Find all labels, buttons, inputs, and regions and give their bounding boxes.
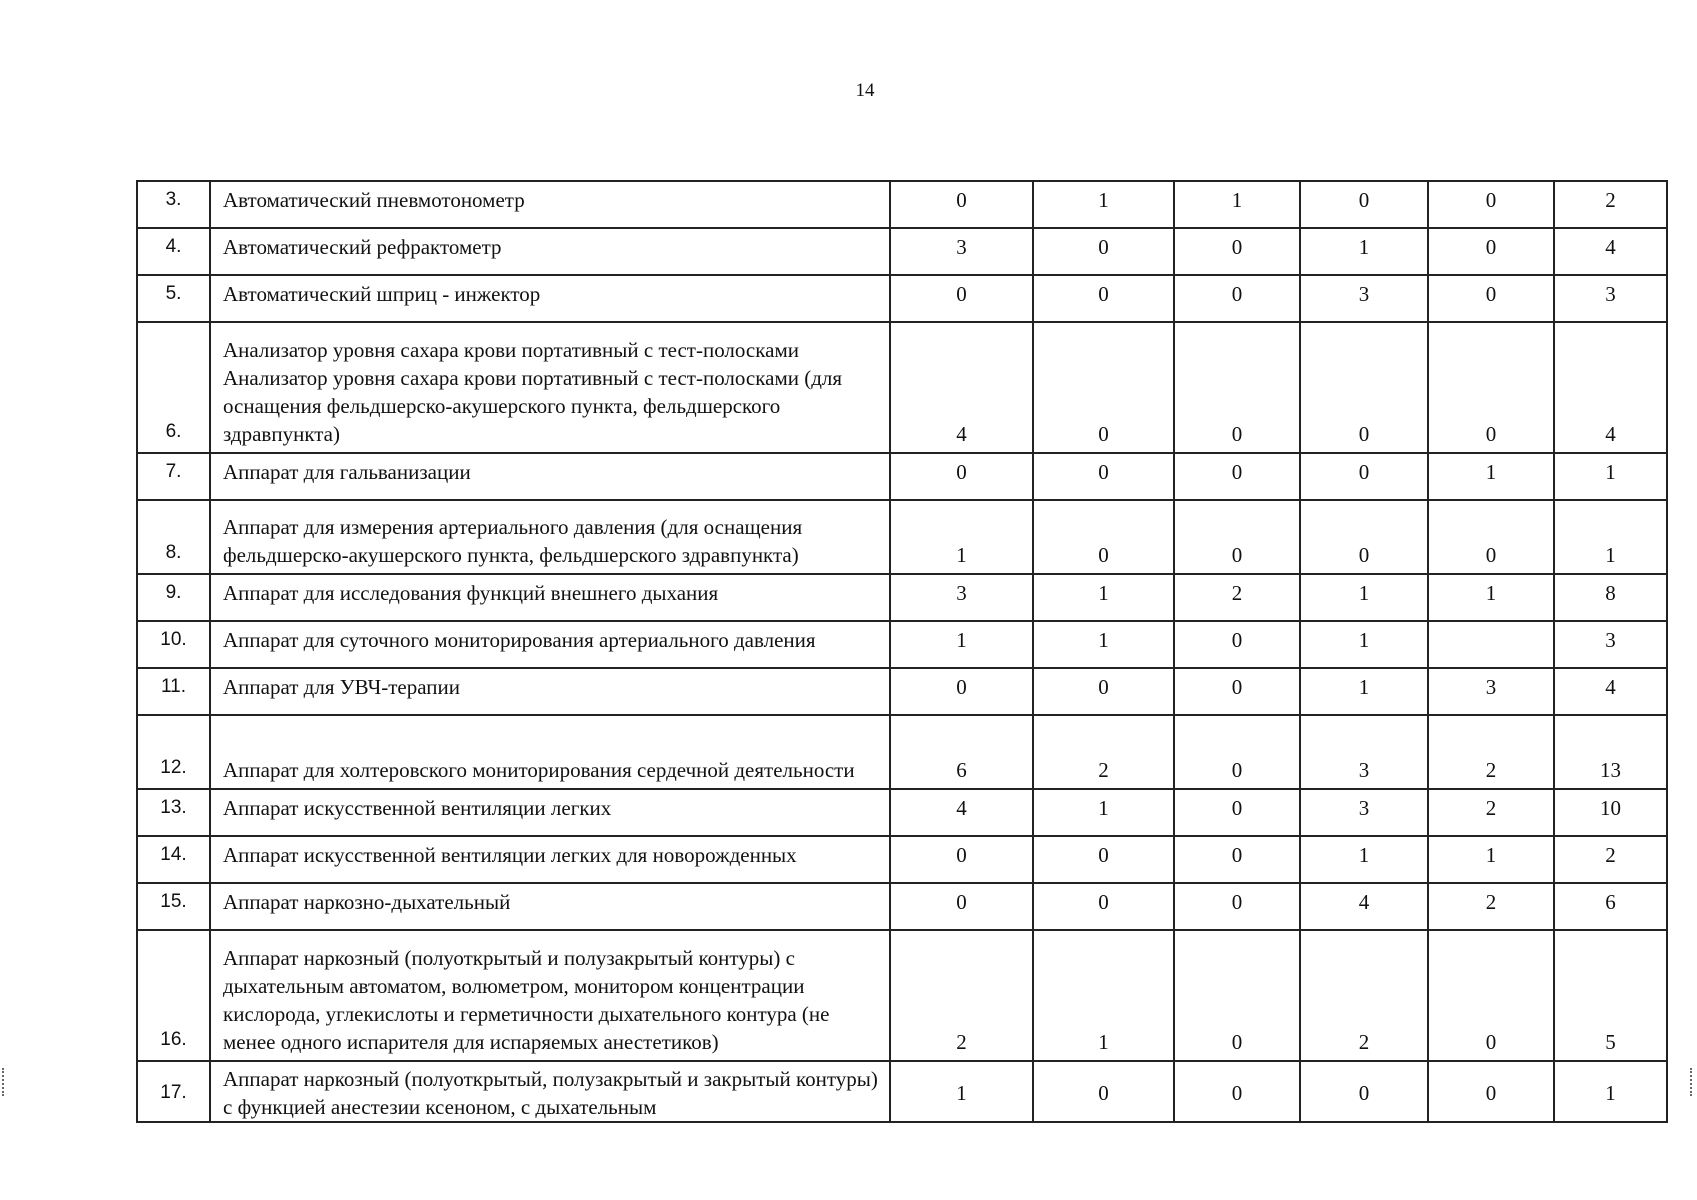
equipment-name-cell: Анализатор уровня сахара крови портативный с тест-полосками Анализатор уровня сахара крови портативный с тест-полосками (для оснащения фельдшерско-акушерского пункта, фельдшерского здравпункта) bbox=[210, 322, 890, 453]
equipment-name-cell: Аппарат для исследования функций внешнего дыхания bbox=[210, 574, 890, 621]
quantity-cell: 0 bbox=[1300, 500, 1428, 574]
quantity-cell: 3 bbox=[1300, 789, 1428, 836]
quantity-cell: 0 bbox=[1033, 1061, 1174, 1122]
total-cell: 4 bbox=[1554, 322, 1667, 453]
quantity-cell: 1 bbox=[1300, 836, 1428, 883]
quantity-cell: 1 bbox=[1033, 181, 1174, 228]
quantity-cell: 2 bbox=[1428, 883, 1554, 930]
table-row bbox=[137, 930, 1667, 1061]
row-number-cell: 16. bbox=[137, 930, 210, 1061]
row-number-cell: 11. bbox=[137, 668, 210, 715]
quantity-cell: 0 bbox=[1428, 181, 1554, 228]
quantity-cell: 0 bbox=[1174, 500, 1300, 574]
quantity-cell: 3 bbox=[1300, 715, 1428, 789]
quantity-cell: 1 bbox=[1300, 621, 1428, 668]
equipment-name-cell: Аппарат наркозный (полуоткрытый, полузакрытый и закрытый контуры) с функцией анестезии ксеноном, с дыхательным bbox=[210, 1061, 890, 1122]
quantity-cell: 1 bbox=[890, 621, 1033, 668]
total-cell: 3 bbox=[1554, 275, 1667, 322]
quantity-cell: 2 bbox=[1300, 930, 1428, 1061]
row-number-cell: 6. bbox=[137, 322, 210, 453]
quantity-cell: 0 bbox=[1300, 322, 1428, 453]
row-number-cell: 10. bbox=[137, 621, 210, 668]
quantity-cell: 4 bbox=[1300, 883, 1428, 930]
quantity-cell: 0 bbox=[1174, 621, 1300, 668]
equipment-name-cell: Аппарат искусственной вентиляции легких для новорожденных bbox=[210, 836, 890, 883]
quantity-cell: 3 bbox=[1428, 668, 1554, 715]
quantity-cell: 0 bbox=[1174, 789, 1300, 836]
table-row bbox=[137, 668, 1667, 715]
quantity-cell: 2 bbox=[1033, 715, 1174, 789]
equipment-name-cell: Аппарат для суточного мониторирования артериального давления bbox=[210, 621, 890, 668]
total-cell: 4 bbox=[1554, 228, 1667, 275]
quantity-cell: 0 bbox=[1033, 453, 1174, 500]
quantity-cell: 0 bbox=[1300, 453, 1428, 500]
quantity-cell: 0 bbox=[1033, 322, 1174, 453]
total-cell: 2 bbox=[1554, 181, 1667, 228]
table-row bbox=[137, 789, 1667, 836]
equipment-name-cell: Автоматический пневмотонометр bbox=[210, 181, 890, 228]
equipment-name-cell: Аппарат для УВЧ-терапии bbox=[210, 668, 890, 715]
quantity-cell: 0 bbox=[1174, 883, 1300, 930]
quantity-cell: 0 bbox=[890, 275, 1033, 322]
total-cell: 6 bbox=[1554, 883, 1667, 930]
quantity-cell: 0 bbox=[1428, 500, 1554, 574]
table-row bbox=[137, 1061, 1667, 1122]
quantity-cell: 0 bbox=[1174, 228, 1300, 275]
quantity-cell: 0 bbox=[1033, 275, 1174, 322]
table-row bbox=[137, 574, 1667, 621]
quantity-cell: 2 bbox=[1428, 789, 1554, 836]
quantity-cell: 1 bbox=[1300, 574, 1428, 621]
quantity-cell: 2 bbox=[1174, 574, 1300, 621]
quantity-cell: 1 bbox=[1428, 453, 1554, 500]
quantity-cell: 1 bbox=[1428, 836, 1554, 883]
row-number-cell: 5. bbox=[137, 275, 210, 322]
quantity-cell: 0 bbox=[1428, 930, 1554, 1061]
quantity-cell: 0 bbox=[1174, 836, 1300, 883]
total-cell: 1 bbox=[1554, 500, 1667, 574]
quantity-cell: 1 bbox=[1033, 930, 1174, 1061]
quantity-cell: 2 bbox=[890, 930, 1033, 1061]
quantity-cell: 1 bbox=[890, 500, 1033, 574]
quantity-cell: 0 bbox=[1300, 181, 1428, 228]
table-body bbox=[137, 181, 1667, 1122]
equipment-name-cell: Автоматический рефрактометр bbox=[210, 228, 890, 275]
row-number-cell: 8. bbox=[137, 500, 210, 574]
quantity-cell: 0 bbox=[890, 668, 1033, 715]
quantity-cell: 0 bbox=[1174, 275, 1300, 322]
equipment-name-cell: Автоматический шприц - инжектор bbox=[210, 275, 890, 322]
row-number-cell: 15. bbox=[137, 883, 210, 930]
quantity-cell: 0 bbox=[1300, 1061, 1428, 1122]
quantity-cell bbox=[1428, 621, 1554, 668]
equipment-name-cell: Аппарат наркозный (полуоткрытый и полузакрытый контуры) с дыхательным автоматом, волюметром, монитором концентрации кислорода, углекислоты и герметичности дыхательного контура (не менее одного испарителя для испаряемых анестетиков) bbox=[210, 930, 890, 1061]
equipment-name-cell: Аппарат для измерения артериального давления (для оснащения фельдшерско-акушерского пункта, фельдшерского здравпункта) bbox=[210, 500, 890, 574]
table-row bbox=[137, 883, 1667, 930]
quantity-cell: 1 bbox=[1174, 181, 1300, 228]
equipment-table bbox=[136, 180, 1668, 1123]
quantity-cell: 6 bbox=[890, 715, 1033, 789]
total-cell: 13 bbox=[1554, 715, 1667, 789]
total-cell: 3 bbox=[1554, 621, 1667, 668]
quantity-cell: 1 bbox=[890, 1061, 1033, 1122]
quantity-cell: 1 bbox=[1300, 228, 1428, 275]
quantity-cell: 4 bbox=[890, 322, 1033, 453]
table-row bbox=[137, 275, 1667, 322]
quantity-cell: 1 bbox=[1428, 574, 1554, 621]
quantity-cell: 0 bbox=[1033, 228, 1174, 275]
quantity-cell: 0 bbox=[1174, 668, 1300, 715]
table-row bbox=[137, 322, 1667, 453]
quantity-cell: 0 bbox=[1174, 930, 1300, 1061]
row-number-cell: 14. bbox=[137, 836, 210, 883]
row-number-cell: 4. bbox=[137, 228, 210, 275]
quantity-cell: 0 bbox=[1428, 1061, 1554, 1122]
quantity-cell: 0 bbox=[1174, 453, 1300, 500]
total-cell: 8 bbox=[1554, 574, 1667, 621]
table-row bbox=[137, 836, 1667, 883]
quantity-cell: 0 bbox=[890, 453, 1033, 500]
total-cell: 1 bbox=[1554, 1061, 1667, 1122]
quantity-cell: 3 bbox=[890, 574, 1033, 621]
quantity-cell: 0 bbox=[1033, 668, 1174, 715]
quantity-cell: 0 bbox=[890, 836, 1033, 883]
equipment-name-cell: Аппарат искусственной вентиляции легких bbox=[210, 789, 890, 836]
table-row bbox=[137, 453, 1667, 500]
quantity-cell: 1 bbox=[1033, 574, 1174, 621]
row-number-cell: 13. bbox=[137, 789, 210, 836]
table-row bbox=[137, 500, 1667, 574]
total-cell: 1 bbox=[1554, 453, 1667, 500]
table-row bbox=[137, 228, 1667, 275]
quantity-cell: 0 bbox=[890, 181, 1033, 228]
quantity-cell: 1 bbox=[1300, 668, 1428, 715]
quantity-cell: 2 bbox=[1428, 715, 1554, 789]
quantity-cell: 0 bbox=[1428, 322, 1554, 453]
total-cell: 2 bbox=[1554, 836, 1667, 883]
quantity-cell: 1 bbox=[1033, 789, 1174, 836]
quantity-cell: 0 bbox=[1033, 836, 1174, 883]
quantity-cell: 0 bbox=[1033, 500, 1174, 574]
quantity-cell: 3 bbox=[890, 228, 1033, 275]
quantity-cell: 0 bbox=[1428, 275, 1554, 322]
row-number-cell: 17. bbox=[137, 1061, 210, 1122]
quantity-cell: 0 bbox=[1033, 883, 1174, 930]
row-number-cell: 12. bbox=[137, 715, 210, 789]
table-row bbox=[137, 621, 1667, 668]
row-number-cell: 7. bbox=[137, 453, 210, 500]
row-number-cell: 3. bbox=[137, 181, 210, 228]
total-cell: 4 bbox=[1554, 668, 1667, 715]
equipment-name-cell: Аппарат наркозно-дыхательный bbox=[210, 883, 890, 930]
row-number-cell: 9. bbox=[137, 574, 210, 621]
quantity-cell: 0 bbox=[890, 883, 1033, 930]
page-number: 14 bbox=[855, 80, 875, 101]
quantity-cell: 3 bbox=[1300, 275, 1428, 322]
total-cell: 10 bbox=[1554, 789, 1667, 836]
quantity-cell: 4 bbox=[890, 789, 1033, 836]
total-cell: 5 bbox=[1554, 930, 1667, 1061]
scan-edge-mark-left bbox=[2, 1068, 6, 1096]
scan-edge-mark-right bbox=[1690, 1068, 1694, 1096]
quantity-cell: 0 bbox=[1428, 228, 1554, 275]
quantity-cell: 0 bbox=[1174, 322, 1300, 453]
table-row bbox=[137, 715, 1667, 789]
table-row bbox=[137, 181, 1667, 228]
quantity-cell: 0 bbox=[1174, 1061, 1300, 1122]
quantity-cell: 0 bbox=[1174, 715, 1300, 789]
quantity-cell: 1 bbox=[1033, 621, 1174, 668]
equipment-name-cell: Аппарат для гальванизации bbox=[210, 453, 890, 500]
equipment-name-cell: Аппарат для холтеровского мониторирования сердечной деятельности bbox=[210, 715, 890, 789]
